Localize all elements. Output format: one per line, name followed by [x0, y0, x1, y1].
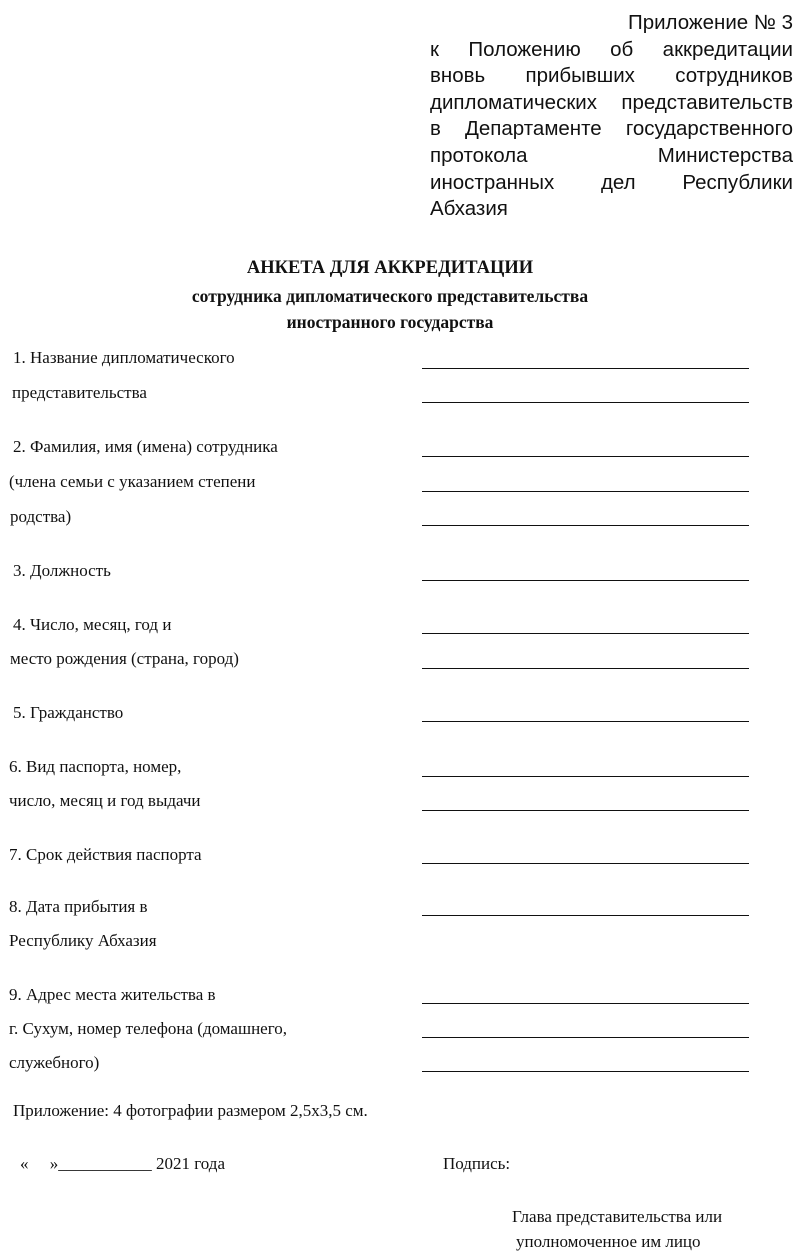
appendix-line: протокола Министерства	[430, 143, 793, 167]
field-label: 9. Адрес места жительства в	[9, 985, 216, 1004]
field-label: 2. Фамилия, имя (имена) сотрудника	[13, 437, 278, 456]
answer-line[interactable]	[422, 863, 749, 864]
field-label: 5. Гражданство	[13, 703, 124, 722]
field-label: (члена семьи с указанием степени	[9, 472, 256, 491]
field-label: 8. Дата прибытия в	[9, 897, 148, 916]
signer-title: уполномоченное им лицо	[516, 1232, 701, 1251]
field-label: 3. Должность	[13, 561, 111, 580]
field-label: Республику Абхазия	[9, 931, 157, 950]
field-label: представительства	[12, 383, 147, 402]
signer-title: Глава представительства или	[512, 1207, 723, 1226]
answer-line[interactable]	[422, 491, 749, 492]
date-line: « »___________ 2021 года	[20, 1154, 226, 1173]
field-label: число, месяц и год выдачи	[9, 791, 201, 810]
answer-line[interactable]	[422, 810, 749, 811]
appendix-line: дипломатических представительств	[430, 90, 793, 114]
form-subtitle: сотрудника дипломатического представительства	[191, 286, 589, 306]
answer-line[interactable]	[422, 402, 749, 403]
field-label: 1. Название дипломатического	[13, 348, 235, 367]
answer-line[interactable]	[422, 776, 749, 777]
appendix-line: вновь прибывших сотрудников	[430, 64, 793, 88]
answer-line[interactable]	[422, 1037, 749, 1038]
answer-line[interactable]	[422, 456, 749, 457]
appendix-line: Абхазия	[430, 197, 508, 221]
answer-line[interactable]	[422, 668, 749, 669]
field-label: 7. Срок действия паспорта	[9, 845, 202, 864]
answer-line[interactable]	[422, 915, 749, 916]
form-title: АНКЕТА ДЛЯ АККРЕДИТАЦИИ	[246, 258, 534, 278]
answer-line[interactable]	[422, 721, 749, 722]
appendix-line: в Департаменте государственного	[430, 117, 793, 141]
field-label: 6. Вид паспорта, номер,	[9, 757, 182, 776]
form-subtitle: иностранного государства	[286, 312, 494, 332]
field-label: место рождения (страна, город)	[10, 649, 239, 668]
answer-line[interactable]	[422, 1071, 749, 1072]
appendix-number: Приложение № 3	[627, 11, 793, 34]
signature-label: Подпись:	[443, 1154, 511, 1173]
appendix-block	[430, 10, 793, 223]
field-label: г. Сухум, номер телефона (домашнего,	[9, 1019, 288, 1038]
appendix-line: к Положению об аккредитации	[430, 37, 793, 61]
answer-line[interactable]	[422, 1003, 749, 1004]
attachment-note: Приложение: 4 фотографии размером 2,5х3,5 см.	[13, 1101, 368, 1120]
answer-line[interactable]	[422, 368, 749, 369]
answer-line[interactable]	[422, 633, 749, 634]
field-label: служебного)	[9, 1053, 100, 1072]
appendix-line: иностранных дел Республики	[430, 170, 793, 194]
field-label: 4. Число, месяц, год и	[13, 615, 172, 634]
answer-line[interactable]	[422, 580, 749, 581]
field-label: родства)	[10, 507, 72, 526]
answer-line[interactable]	[422, 525, 749, 526]
